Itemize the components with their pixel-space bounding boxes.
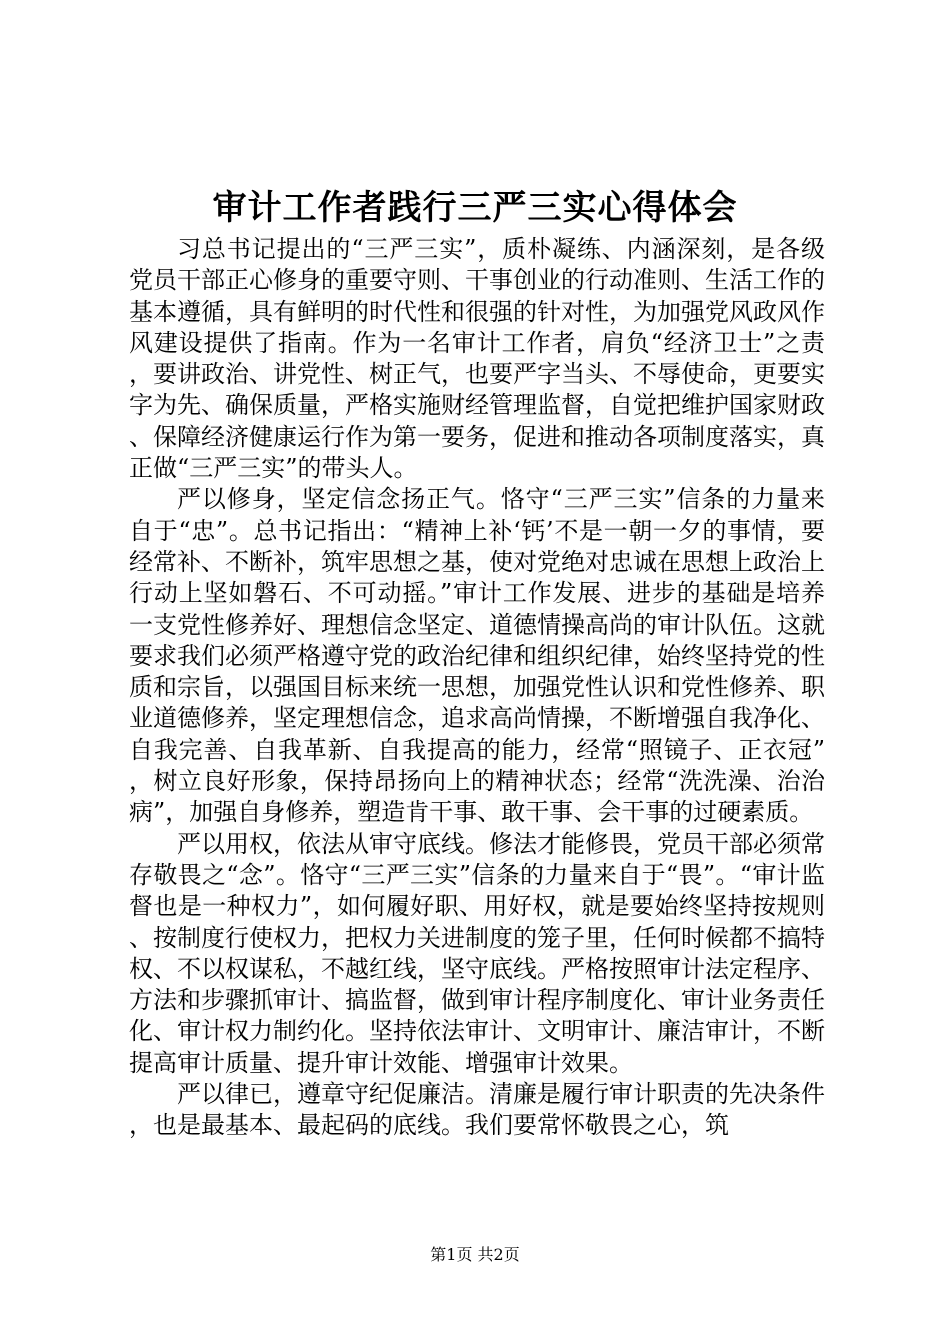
document-body — [129, 234, 825, 1142]
paragraph-self-discipline: 严以律已，遵章守纪促廉洁。清廉是履行审计职责的先决条件，也是最基本、最起码的底线。我们要常怀敬畏之心，筑 — [129, 1080, 825, 1140]
paragraph-intro: 习总书记提出的“三严三实”，质朴凝练、内涵深刻，是各级党员干部正心修身的重要守则、干事创业的行动准则、生活工作的基本遵循，具有鲜明的时代性和很强的针对性，为加强党风政风作风建设提供了指南。作为一名审计工作者，肩负“经济卫士”之责，要讲政治、讲党性、树正气，也要严字当头、不辱使命，更要实字为先、确保质量，严格实施财经管理监督，自觉把维护国家财政、保障经济健康运行作为第一要务，促进和推动各项制度落实，真正做“三严三实”的带头人。 — [129, 235, 825, 483]
paragraph-use-of-power: 严以用权，依法从审守底线。修法才能修畏，党员干部必须常存敬畏之“念”。恪守“三严三实”信条的力量来自于“畏”。“审计监督也是一种权力”，如何履好职、用好权，就是要始终坚持按规则、按制度行使权力，把权力关进制度的笼子里，任何时候都不搞特权、不以权谋私，不越红线，坚守底线。严格按照审计法定程序、方法和步骤抓审计、搞监督，做到审计程序制度化、审计业务责任化、审计权力制约化。坚持依法审计、文明审计、廉洁审计，不断提高审计质量、提升审计效能、增强审计效果。 — [129, 829, 825, 1077]
page-number-footer: 第1页 共2页 — [430, 1245, 520, 1264]
document-title: 审计工作者践行三严三实心得体会 — [212, 188, 738, 228]
paragraph-self-cultivation: 严以修身，坚定信念扬正气。恪守“三严三实”信条的力量来自于“忠”。总书记指出：“精神上补‘钙’不是一朝一夕的事情，要经常补、不断补，筑牢思想之基，使对党绝对忠诚在思想上政治上行动上坚如磐石、不可动摇。”审计工作发展、进步的基础是培养一支党性修养好、理想信念坚定、道德情操高尚的审计队伍。这就要求我们必须严格遵守党的政治纪律和组织纪律，始终坚持党的性质和宗旨，以强国目标来统一思想，加强党性认识和党性修养、职业道德修养，坚定理想信念，追求高尚情操，不断增强自我净化、自我完善、自我革新、自我提高的能力，经常“照镜子、正衣冠”，树立良好形象，保持昂扬向上的精神状态；经常“洗洗澡、治治病”，加强自身修养，塑造肯干事、敢干事、会干事的过硬素质。 — [129, 485, 825, 827]
